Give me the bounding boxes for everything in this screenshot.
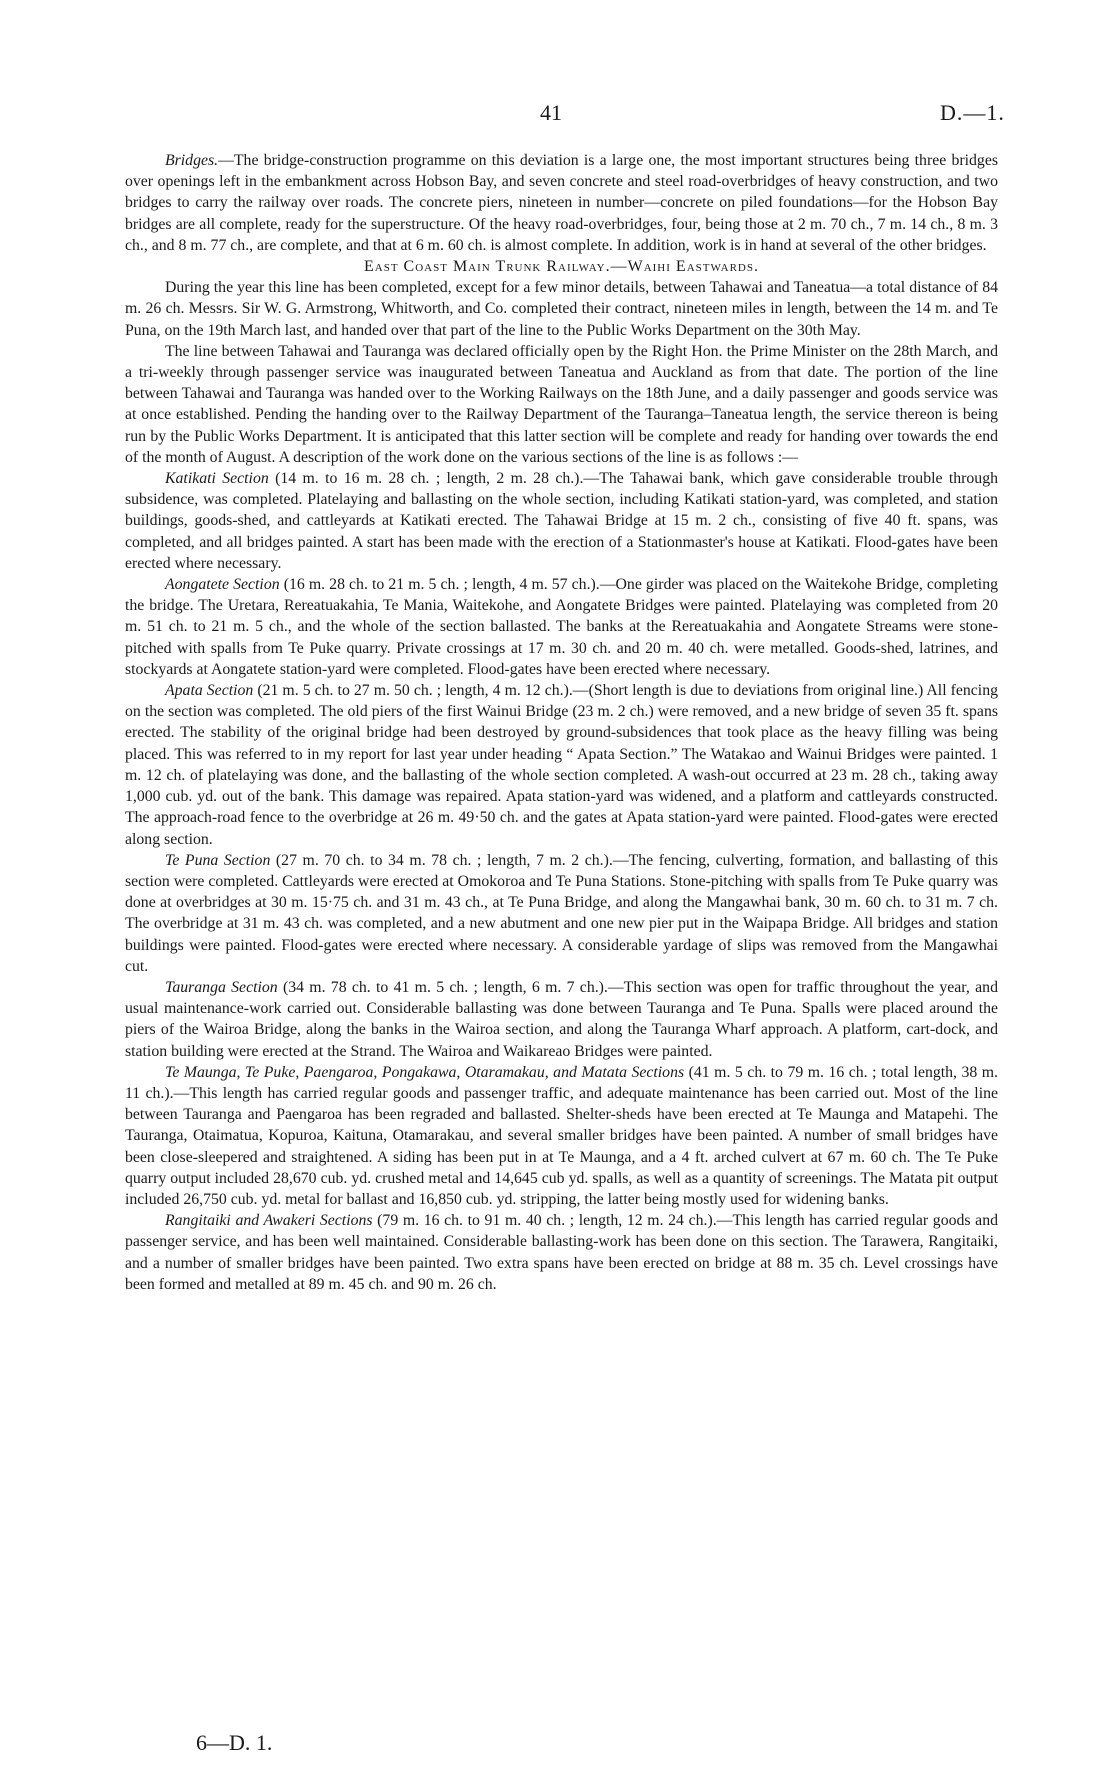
rangitaiki-title: Rangitaiki and Awakeri Sections	[165, 1212, 373, 1230]
tauranga-text: (34 m. 78 ch. to 41 m. 5 ch. ; length, 6 m. 7 ch.).—This section was open for traffic throughout the year, and usual maintenance-work carried out. Considerable ballasting was done between Tauranga and Te Puna. Spalls were placed around the piers of the Wairoa Bridge, along the banks in the Wairoa section, and along the Tauranga Wharf approach. A platform, cart-dock, and station building were erected at the Strand. The Wairoa and Waikareao Bridges were painted.	[125, 978, 998, 1060]
tepuna-text: (27 m. 70 ch. to 34 m. 78 ch. ; length, 7 m. 2 ch.).—The fencing, culverting, formation, and ballasting of this section were completed. Cattleyards were erected at Omokoroa and Te Puna Stations. Stone-pitching with spalls from Te Puke quarry was done at overbridges at 30 m. 15·75 ch. and 31 m. 43 ch., at Te Puna Bridge, and along the Mangawhai bank, 30 m. 60 ch. to 31 m. 7 ch. The overbridge at 31 m. 43 ch. was completed, and a new abutment and one new pier put in the Waipapa Bridge. All bridges and station buildings were painted. Flood-gates were erected where necessary. A considerable yardage of slips was removed from the Mangawhai cut.	[125, 851, 998, 975]
aongatete-title: Aongatete Section	[165, 576, 280, 594]
paragraph-tauranga	[125, 977, 998, 1062]
paragraph-katikati	[125, 468, 998, 574]
section-heading: East Coast Main Trunk Railway.—Waihi Eastwards.	[364, 258, 759, 276]
tauranga-title: Tauranga Section	[165, 978, 278, 996]
bridges-text: —The bridge-construction programme on this deviation is a large one, the most important structures being three bridges over openings left in the embankment across Hobson Bay, and seven concrete and steel road-overbridges of heavy construction, and two bridges to carry the railway over roads. The concrete piers, nineteen in number—concrete on piled foundations—for the Hobson Bay bridges are all complete, ready for the superstructure. Of the heavy road-overbridges, four, being those at 2 m. 70 ch., 7 m. 14 ch., 8 m. 3 ch., and 8 m. 77 ch., are complete, and that at 6 m. 60 ch. is almost complete. In addition, work is in hand at several of the other bridges.	[125, 152, 998, 254]
apata-text: (21 m. 5 ch. to 27 m. 50 ch. ; length, 4 m. 12 ch.).—(Short length is due to deviations from original line.) All fencing on the section was completed. The old piers of the first Wainui Bridge (23 m. 2 ch.) were removed, and a new bridge of seven 35 ft. spans erected. The stability of the original bridge had been destroyed by ground-subsidences that took place as the heavy filling was being placed. This was referred to in my report for last year under heading “ Apata Section.” The Watakao and Wainui Bridges were painted. 1 m. 12 ch. of platelaying was done, and the ballasting of the whole section completed. A wash-out occurred at 23 m. 28 ch., taking away 1,000 cub. yd. out of the bank. This damage was repaired. Apata station-yard was widened, and a platform and cattleyards constructed. The approach-road fence to the overbridge at 26 m. 49·50 ch. and the gates at Apata station-yard were painted. Flood-gates were erected along section.	[125, 682, 998, 848]
apata-title: Apata Section	[165, 682, 254, 700]
document-reference: D.—1.	[940, 100, 1005, 125]
bridges-title: Bridges.	[165, 152, 219, 169]
page-number: 41	[540, 100, 562, 125]
paragraph-tepuna	[125, 850, 998, 977]
paragraph-aongatete	[125, 574, 998, 680]
paragraph-apata	[125, 680, 998, 850]
temaunga-text: (41 m. 5 ch. to 79 m. 16 ch. ; total length, 38 m. 11 ch.).—This length has carried regular goods and passenger traffic, and adequate maintenance has been carried out. Most of the line between Tauranga and Paengaroa has been regraded and ballasted. Shelter-sheds have been erected at Te Maunga and Matapehi. The Tauranga, Otaimatua, Kopuroa, Kaituna, Otamarakau, and several smaller bridges have been painted. A number of small bridges have been close-sleepered and straightened. A siding has been put in at Te Maunga, and a 4 ft. arched culvert at 67 m. 60 ch. The Te Puke quarry output included 28,670 cub. yd. crushed metal and 14,645 cub yd. spalls, as well as a quantity of screenings. The Matata pit output included 26,750 cub. yd. metal for ballast and 16,850 cub. yd. stripping, the latter being mostly used for widening banks.	[125, 1063, 999, 1208]
paragraph-rangitaiki	[125, 1210, 998, 1295]
signature-mark: 6—D. 1.	[196, 1730, 273, 1755]
temaunga-title: Te Maunga, Te Puke, Paengaroa, Pongakawa, Otaramakau, and Matata Sections	[165, 1063, 685, 1081]
paragraph-bridges	[125, 150, 998, 256]
paragraph-line-between: The line between Tahawai and Tauranga was declared officially open by the Right Hon. the Prime Minister on the 28th March, and a tri-weekly through passenger service was inaugurated between Taneatua and Auckland as from that date. The portion of the line between Tahawai and Tauranga was handed over to the Working Railways on the 18th June, and a daily passenger and goods service was at once established. Pending the handing over to the Railway Department of the Tauranga–Taneatua length, the service thereon is being run by the Public Works Department. It is anticipated that this latter section will be complete and ready for handing over towards the end of the month of August. A description of the work done on the various sections of the line is as follows :—	[125, 342, 998, 466]
paragraph-temaunga	[125, 1062, 998, 1210]
paragraph-during-year: During the year this line has been completed, except for a few minor details, between Tahawai and Taneatua—a total distance of 84 m. 26 ch. Messrs. Sir W. G. Armstrong, Whitworth, and Co. completed their contract, nineteen miles in length, between the 14 m. and Te Puna, on the 19th March last, and handed over that part of the line to the Public Works Department on the 30th May.	[125, 279, 998, 339]
aongatete-text: (16 m. 28 ch. to 21 m. 5 ch. ; length, 4 m. 57 ch.).—One girder was placed on the Waitekohe Bridge, completing the bridge. The Uretara, Rereatuakahia, Te Mania, Waitekohe, and Aongatete Bridges were painted. Platelaying was completed from 20 m. 51 ch. to 21 m. 5 ch., and the whole of the section ballasted. The banks at the Rereatuakahia and Aongatete Streams were stone-pitched with spalls from Te Puke quarry. Private crossings at 17 m. 30 ch. and 20 m. 40 ch. were metalled. Goods-shed, latrines, and stockyards at Aongatete station-yard were completed. Flood-gates have been erected where necessary.	[125, 576, 998, 678]
katikati-text: (14 m. to 16 m. 28 ch. ; length, 2 m. 28 ch.).—The Tahawai bank, which gave considerable trouble through subsidence, was completed. Platelaying and ballasting on the whole section, including Katikati station-yard, was completed, and station buildings, goods-shed, and cattleyards at Katikati erected. The Tahawai Bridge at 15 m. 2 ch., consisting of five 40 ft. spans, was completed, and all bridges painted. A start has been made with the erection of a Stationmaster's house at Katikati. Flood-gates have been erected where necessary.	[125, 470, 998, 572]
body-text	[125, 150, 998, 1295]
rangitaiki-text: (79 m. 16 ch. to 91 m. 40 ch. ; length, 12 m. 24 ch.).—This length has carried regular goods and passenger service, and has been well maintained. Considerable ballasting-work has been done on this section. The Tarawera, Rangitaiki, and a number of smaller bridges have been painted. Two extra spans have been erected on bridge at 88 m. 35 ch. Level crossings have been formed and metalled at 89 m. 45 ch. and 90 m. 26 ch.	[125, 1212, 998, 1293]
tepuna-title: Te Puna Section	[165, 851, 271, 869]
katikati-title: Katikati Section	[165, 470, 269, 488]
